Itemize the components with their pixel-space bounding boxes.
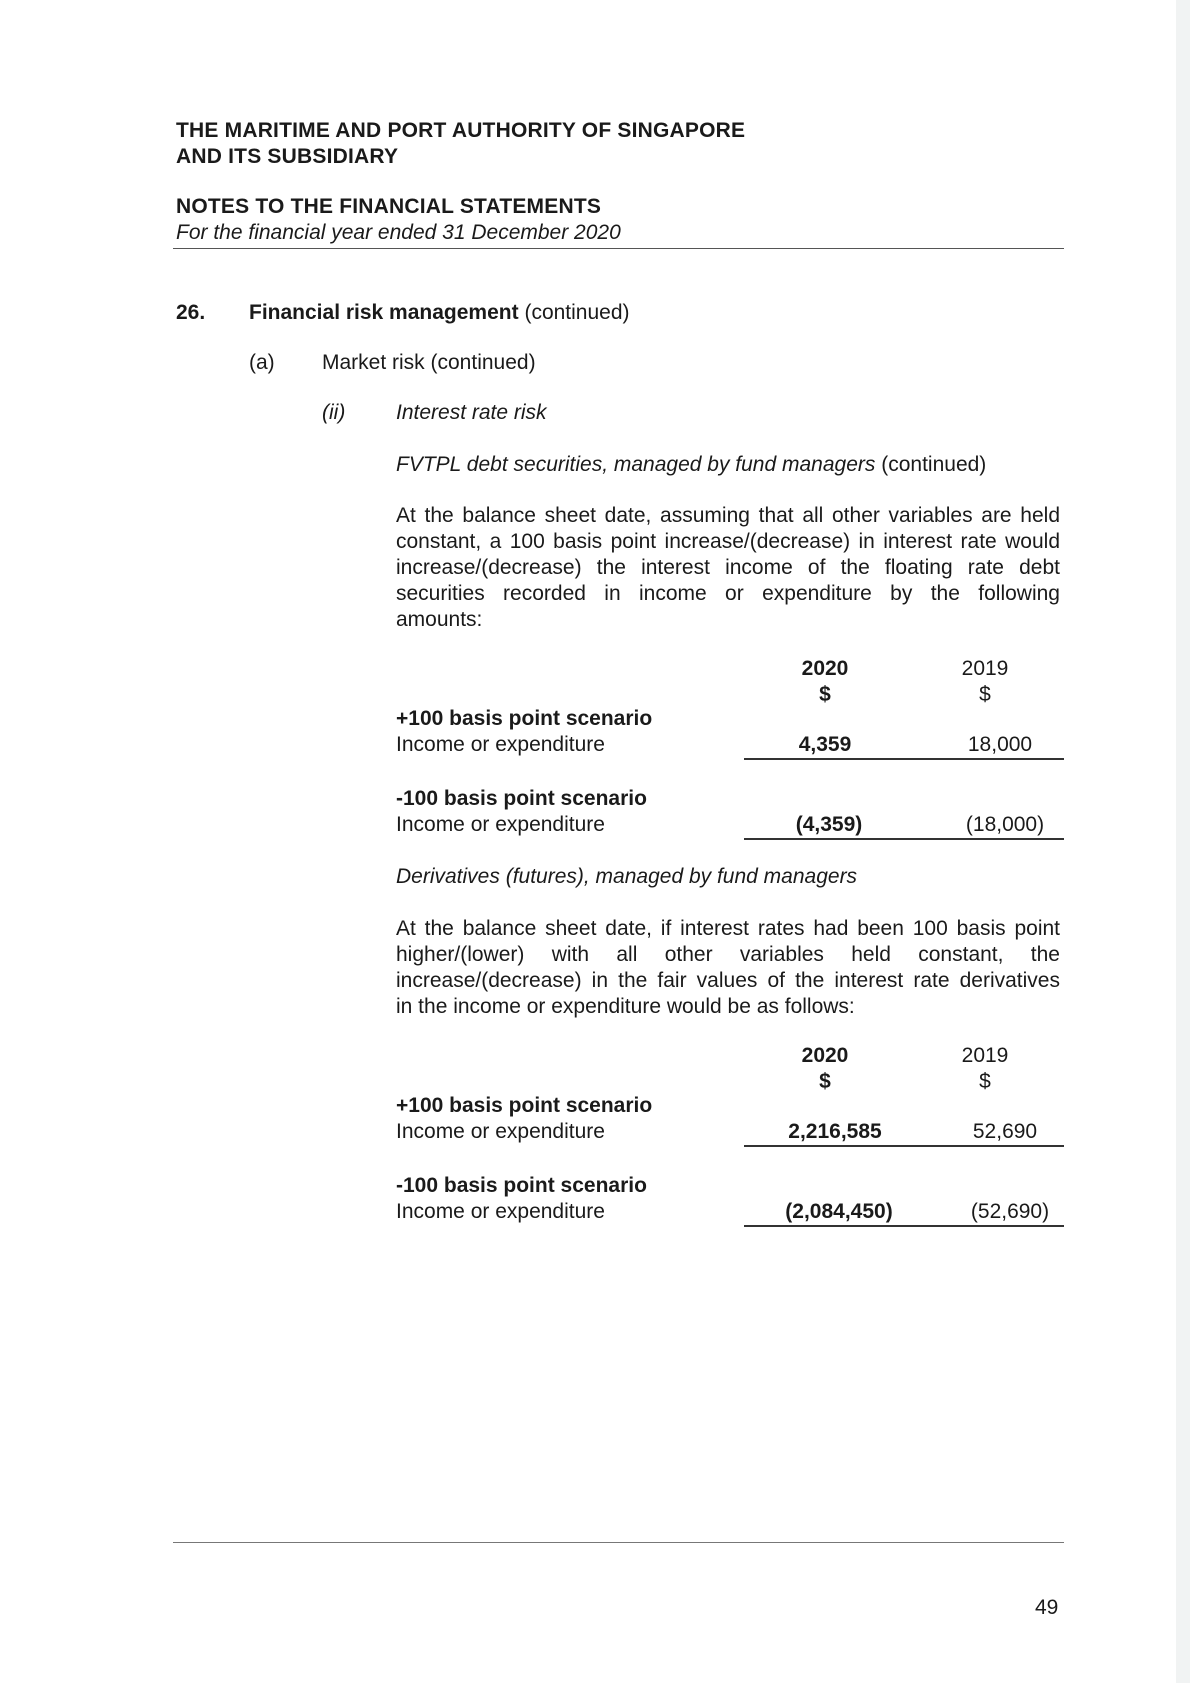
paragraph-line: in the income or expenditure would be as follows: xyxy=(396,995,855,1018)
paragraph-line: amounts: xyxy=(396,608,483,631)
note-title-bold: Financial risk management xyxy=(249,301,519,324)
sub-ii-title: Interest rate risk xyxy=(396,401,547,424)
sub-a-label: (a) xyxy=(249,351,275,374)
period-subtitle: For the financial year ended 31 December 2020 xyxy=(176,221,621,244)
row-underline xyxy=(744,1225,1064,1227)
paragraph-line: increase/(decrease) in the fair values of the interest rate derivatives xyxy=(396,969,1060,992)
col-header-2019: 2019 xyxy=(961,1044,1009,1067)
paragraph-line: higher/(lower) with all other variables held constant, the xyxy=(396,943,1060,966)
note-number: 26. xyxy=(176,301,206,324)
derivatives-heading: Derivatives (futures), managed by fund managers xyxy=(396,865,858,888)
note-title xyxy=(249,301,630,325)
row-label: Income or expenditure xyxy=(396,1120,605,1143)
paragraph-line: constant, a 100 basis point increase/(decrease) in interest rate would xyxy=(396,530,1060,553)
paragraph-line: At the balance sheet date, if interest rates had been 100 basis point xyxy=(396,917,1060,940)
down-scenario-label: -100 basis point scenario xyxy=(396,787,647,810)
paragraph-line: At the balance sheet date, assuming that all other variables are held xyxy=(396,504,1060,527)
paragraph-line: securities recorded in income or expenditure by the following xyxy=(396,582,1060,605)
fvtpl-paragraph xyxy=(396,503,1060,633)
org-name-line2: AND ITS SUBSIDIARY xyxy=(176,145,399,168)
row-underline xyxy=(744,758,1064,760)
page-number: 49 xyxy=(1035,1596,1059,1619)
fvtpl-heading xyxy=(396,453,986,477)
value-2019: 52,690 xyxy=(972,1120,1038,1143)
fvtpl-heading-italic: FVTPL debt securities, managed by fund managers xyxy=(396,453,876,476)
value-2019: 18,000 xyxy=(967,733,1033,756)
row-label: Income or expenditure xyxy=(396,813,605,836)
paragraph-line: increase/(decrease) the interest income of the floating rate debt xyxy=(396,556,1060,579)
row-underline xyxy=(744,1145,1064,1147)
value-2019: (52,690) xyxy=(970,1200,1050,1223)
row-label: Income or expenditure xyxy=(396,1200,605,1223)
value-2020: (2,084,450) xyxy=(785,1200,893,1223)
value-2019: (18,000) xyxy=(965,813,1045,836)
note-title-suffix: (continued) xyxy=(524,301,630,324)
col-header-2020: 2020 xyxy=(801,1044,849,1067)
sub-a-title: Market risk (continued) xyxy=(322,351,536,374)
value-2020: (4,359) xyxy=(795,813,863,836)
row-label: Income or expenditure xyxy=(396,733,605,756)
down-scenario-label: -100 basis point scenario xyxy=(396,1174,647,1197)
header-rule xyxy=(173,248,1064,249)
up-scenario-label: +100 basis point scenario xyxy=(396,1094,653,1117)
col-header-2019: 2019 xyxy=(961,657,1009,680)
up-scenario-label: +100 basis point scenario xyxy=(396,707,653,730)
row-underline xyxy=(744,838,1064,840)
currency-2019: $ xyxy=(979,1070,991,1093)
value-2020: 2,216,585 xyxy=(788,1120,882,1143)
footer-rule xyxy=(173,1542,1064,1543)
sub-ii-label: (ii) xyxy=(322,401,346,424)
col-header-2020: 2020 xyxy=(801,657,849,680)
currency-2020: $ xyxy=(819,1070,831,1093)
currency-2019: $ xyxy=(979,683,991,706)
derivatives-paragraph xyxy=(396,916,1060,1020)
section-title: NOTES TO THE FINANCIAL STATEMENTS xyxy=(176,195,602,218)
org-name-line1: THE MARITIME AND PORT AUTHORITY OF SINGAPORE xyxy=(176,119,746,142)
fvtpl-heading-suffix: (continued) xyxy=(881,453,987,476)
page-edge xyxy=(1176,0,1190,1683)
value-2020: 4,359 xyxy=(798,733,852,756)
currency-2020: $ xyxy=(819,683,831,706)
